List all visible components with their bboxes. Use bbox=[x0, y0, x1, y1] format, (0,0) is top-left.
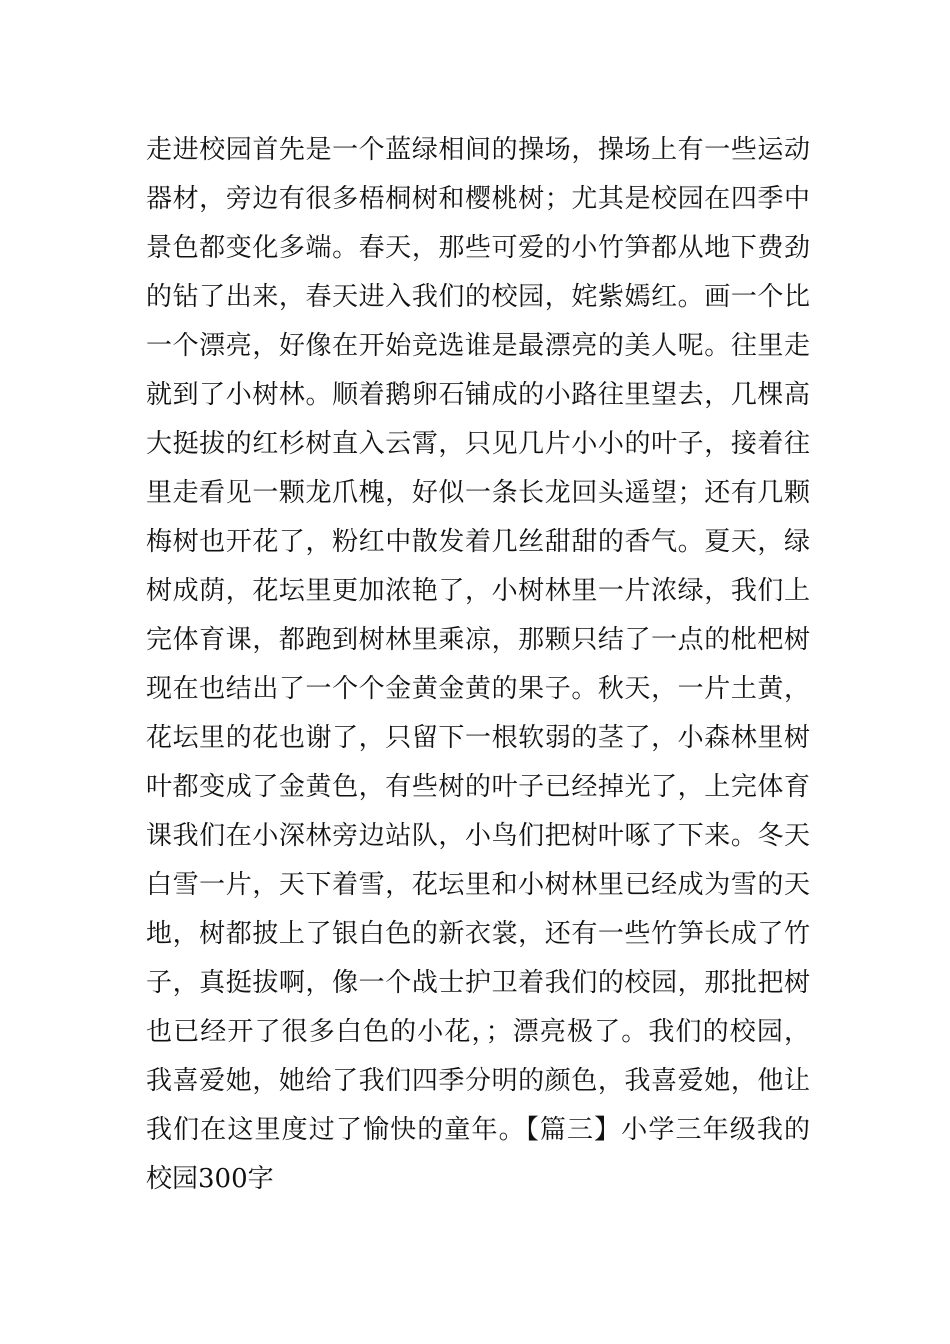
text-line: 叶都变成了金黄色，有些树的叶子已经掉光了，上完体育 bbox=[146, 772, 810, 802]
text-line: 我喜爱她，她给了我们四季分明的颜色，我喜爱她，他让 bbox=[146, 1066, 810, 1096]
text-line: 走进校园首先是一个蓝绿相间的操场，操场上有一些运动 bbox=[146, 135, 810, 165]
text-line: 器材，旁边有很多梧桐树和樱桃树；尤其是校园在四季中 bbox=[146, 184, 810, 214]
text-line: 完体育课，都跑到树林里乘凉，那颗只结了一点的枇杷树 bbox=[146, 625, 810, 655]
text-line: 一个漂亮，好像在开始竞选谁是最漂亮的美人呢。往里走 bbox=[146, 331, 810, 361]
text-line: 白雪一片，天下着雪，花坛里和小树林里已经成为雪的天 bbox=[146, 870, 810, 900]
text-line: 梅树也开花了，粉红中散发着几丝甜甜的香气。夏天，绿 bbox=[146, 527, 810, 557]
text-line: 大挺拔的红杉树直入云霄，只见几片小小的叶子，接着往 bbox=[146, 429, 810, 459]
text-line: 现在也结出了一个个金黄金黄的果子。秋天，一片土黄， bbox=[146, 674, 810, 704]
text-line: 课我们在小深林旁边站队，小鸟们把树叶啄了下来。冬天 bbox=[146, 821, 810, 851]
text-line: 的钻了出来，春天进入我们的校园，姹紫嫣红。画一个比 bbox=[146, 282, 810, 312]
text-line: 我们在这里度过了愉快的童年。【篇三】小学三年级我的 bbox=[146, 1115, 810, 1145]
text-line: 地，树都披上了银白色的新衣裳，还有一些竹笋长成了竹 bbox=[146, 919, 810, 949]
text-line: 树成荫，花坛里更加浓艳了，小树林里一片浓绿，我们上 bbox=[146, 576, 810, 606]
text-line: 也已经开了很多白色的小花，；漂亮极了。我们的校园， bbox=[146, 1017, 810, 1047]
text-line: 花坛里的花也谢了，只留下一根软弱的茎了，小森林里树 bbox=[146, 723, 810, 753]
body-text bbox=[146, 126, 810, 1204]
text-line: 子，真挺拔啊，像一个战士护卫着我们的校园，那批把树 bbox=[146, 968, 810, 998]
text-line: 里走看见一颗龙爪槐，好似一条长龙回头遥望；还有几颗 bbox=[146, 478, 810, 508]
text-line: 景色都变化多端。春天，那些可爱的小竹笋都从地下费劲 bbox=[146, 233, 810, 263]
text-line: 就到了小树林。顺着鹅卵石铺成的小路往里望去，几棵高 bbox=[146, 380, 810, 410]
text-line-last: 校园300字 bbox=[146, 1164, 274, 1194]
